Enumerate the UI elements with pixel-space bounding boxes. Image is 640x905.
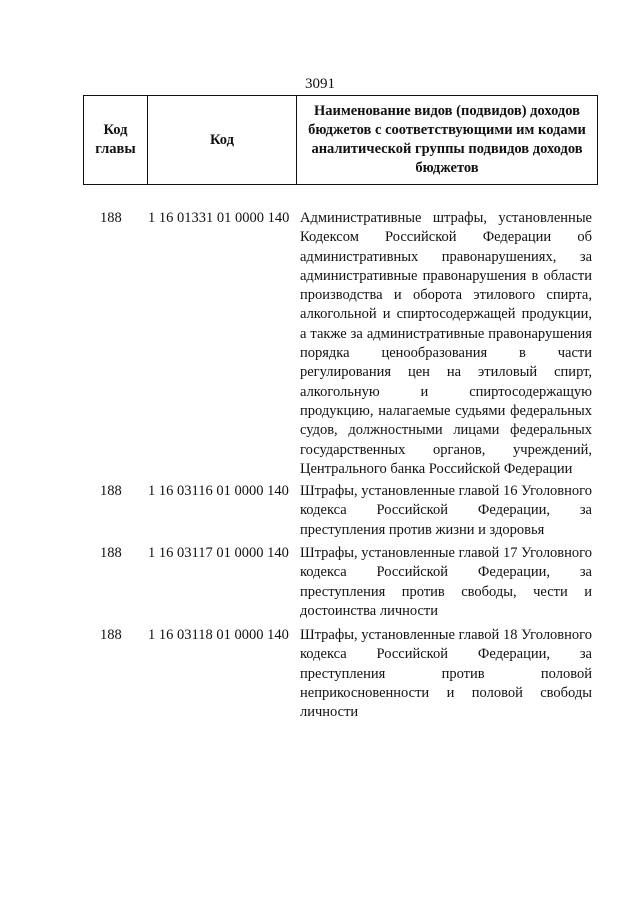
row-name: Штрафы, установленные главой 16 Уголовного кодекса Российской Федерации, за преступления против жизни и здоровья — [300, 483, 592, 538]
row-code: 1 16 03117 01 0000 140 — [148, 545, 289, 561]
row-chapter-code: 188 — [100, 627, 122, 643]
row-code: 1 16 03116 01 0000 140 — [148, 483, 289, 499]
row-name: Штрафы, установленные главой 17 Уголовного кодекса Российской Федерации, за преступления против свободы, чести и достоинства личности — [300, 545, 592, 619]
header-name: Наименование видов (подвидов) доходов бюджетов с соответствующими им кодами аналитической группы подвидов доходов бюджетов — [297, 96, 598, 185]
header-code: Код — [148, 96, 297, 185]
page-number: 3091 — [305, 76, 335, 92]
row-code: 1 16 03118 01 0000 140 — [148, 627, 289, 643]
header-chapter-code: Код главы — [84, 96, 148, 185]
row-chapter-code: 188 — [100, 210, 122, 226]
row-chapter-code: 188 — [100, 483, 122, 499]
row-chapter-code: 188 — [100, 545, 122, 561]
row-name: Административные штрафы, установленные Кодексом Российской Федерации об административных правонарушениях, за административные правонарушения в области производства и оборота этилового спирта, алкогольной и спиртосодержащей продукции, а также за административные правонарушения порядка ценообразования в части регулирования цен на этиловый спирт, алкогольную и спиртосодержащую продукцию, налагаемые судьями федеральных судов, должностными лицами федеральных государственных органов, учреждений, Центрального банка Российской Федерации — [300, 210, 592, 477]
row-code: 1 16 01331 01 0000 140 — [148, 210, 290, 226]
row-name: Штрафы, установленные главой 18 Уголовного кодекса Российской Федерации, за преступления против половой неприкосновенности и половой свободы личности — [300, 627, 592, 721]
table-header — [83, 95, 598, 185]
